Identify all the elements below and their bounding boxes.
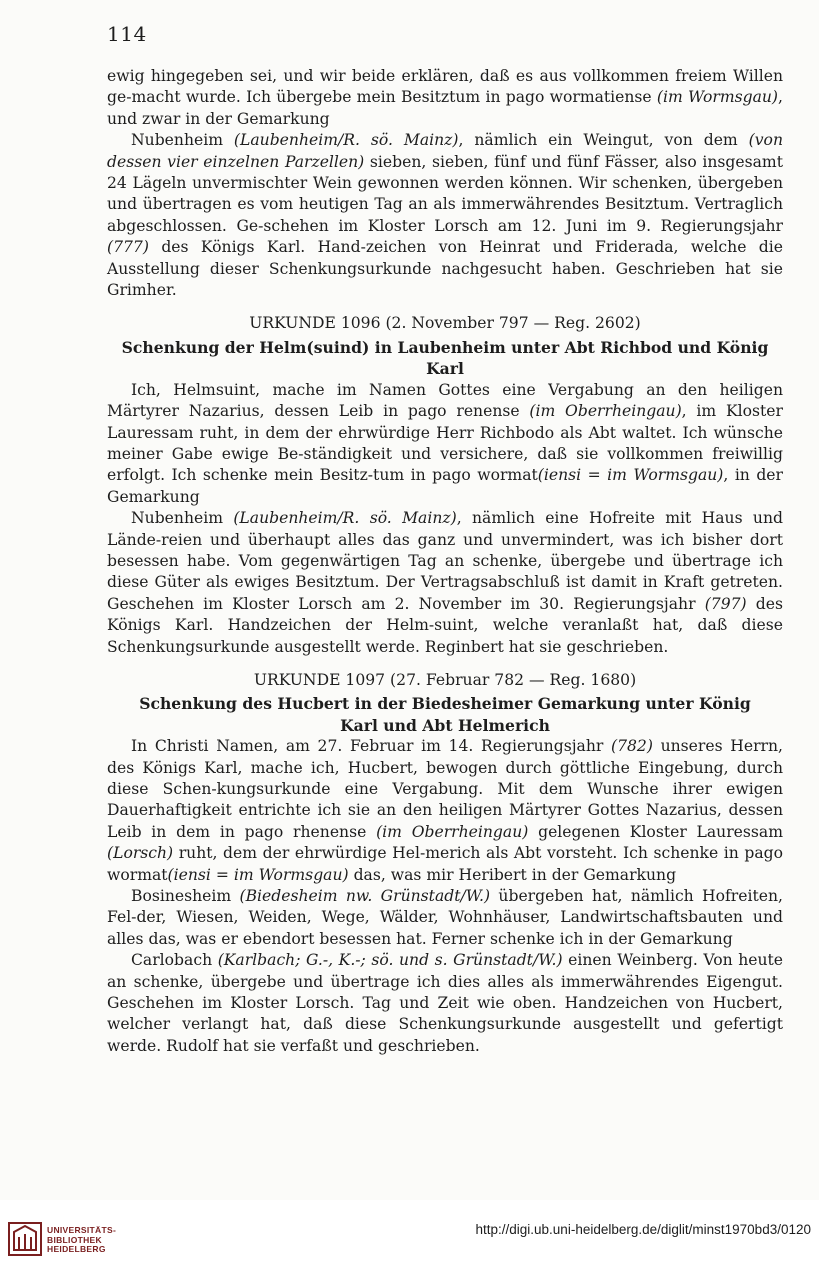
urkunde-1097-title [107, 693, 783, 736]
italic-annotation: (Biedesheim nw. Grünstadt/W.) [239, 887, 491, 906]
italic-annotation: (im Oberrheingau) [529, 402, 682, 421]
urkunde-1097-body [107, 736, 783, 1057]
library-name-line: UNIVERSITÄTS- [47, 1225, 117, 1235]
source-url-link[interactable]: http://digi.ub.uni-heidelberg.de/diglit/minst1970bd3/0120 [475, 1222, 811, 1237]
text-run: einen Weinberg. Von heute an schenke, übergebe und übertrage ich dies alles als immerwährendes Eigengut. Geschehen im Kloster Lorsch. Tag und Zeit wie oben. Handzeichen von Hucbert, welcher verlangt hat, daß diese Schenkungsurkunde ausgestellt und gefertigt werde. Rudolf hat sie verfaßt und geschrieben. [107, 951, 784, 1055]
page-number: 114 [107, 22, 147, 46]
italic-annotation: (iensi = im Wormsgau) [537, 466, 724, 485]
text-run: , im Kloster Lauressam ruht, in dem der ehrwürdige Herr Richbodo als Abt waltet. Ich wünsche meiner Gabe ewige Be-ständigkeit und versichere, daß sie vollkommen freiwillig erfolgt. Ich schenke mein Besitz-tum in pago wormat [107, 402, 783, 485]
text-run: sieben, sieben, fünf und fünf Fässer, also insgesamt 24 Lägeln unvermischter Wein gewonnen werden können. Wir schenken, übergeben und übertragen es vom heutigen Tag an als immerwährendes Besitztum. Vertraglich abgeschlossen. Ge-schehen im Kloster Lorsch am 12. Juni im 9. Regierungsjahr [107, 152, 783, 235]
text-run: des Königs Karl. Handzeichen der Helm-suint, welche veranlaßt hat, daß diese Schenkungsurkunde ausgestellt werde. Reginbert hat sie geschrieben. [107, 594, 783, 656]
title-line: Schenkung des Hucbert in der Biedesheimer Gemarkung unter König [139, 694, 751, 714]
paragraph [107, 380, 783, 508]
library-name-line: HEIDELBERG [47, 1244, 106, 1254]
text-run: übergeben hat, nämlich Hofreiten, Fel-der, Wiesen, Weiden, Wege, Wälder, Wohnhäuser, Landwirtschaftsbauten und alles das, was er ebendort besessen hat. Ferner schenke ich in der Gemarkung [107, 887, 783, 948]
italic-annotation: (Karlbach; G.-, K.-; sö. und s. Grünstadt/W.) [217, 951, 563, 970]
paragraph [107, 66, 783, 130]
urkunde-1096-title [107, 337, 783, 380]
title-line: Schenkung der Helm(suind) in Laubenheim unter Abt Richbod und König Karl [121, 337, 769, 379]
italic-annotation: (777) [107, 238, 149, 257]
text-run: Nubenheim [131, 131, 234, 150]
title-line: Karl und Abt Helmerich [340, 715, 550, 735]
italic-annotation: (782) [611, 737, 653, 756]
italic-annotation: (von dessen vier einzelnen Parzellen) [107, 131, 783, 171]
italic-annotation: (Laubenheim/R. sö. Mainz) [233, 131, 459, 150]
italic-annotation: (im Oberrheingau) [376, 822, 529, 841]
paragraph [107, 508, 783, 658]
footer-bar [0, 1200, 819, 1273]
library-name-line: BIBLIOTHEK [47, 1234, 102, 1245]
italic-annotation: (im Wormsgau) [656, 88, 779, 107]
urkunde-1097-heading: URKUNDE 1097 (27. Februar 782 — Reg. 1680) [253, 670, 637, 689]
text-run: Bosinesheim [131, 887, 240, 906]
text-run: des Königs Karl. Hand-zeichen von Heinrat und Friderada, welche die Ausstellung dieser Schenkungsurkunde nachgesucht haben. Geschrieben hat sie Grimher. [107, 238, 783, 300]
text-body [107, 66, 783, 1057]
text-run: , und zwar in der Gemarkung [107, 88, 783, 128]
italic-annotation: (Lorsch) [107, 844, 174, 863]
university-library-logo-icon [8, 1222, 42, 1256]
text-run: unseres Herrn, des Königs Karl, mache ich, Hucbert, bewogen durch göttliche Eingebung, durch diese Schen-kungsurkunde eine Vergabung. Mit dem Wunsche ihrer ewigen Dauerhaftigkeit entrichte ich sie an den heiligen Märtyrer Gottes Nazarius, dessen Leib in dem in pago rhenense [107, 737, 783, 841]
italic-annotation: (797) [704, 594, 747, 613]
text-run: das, was mir Heribert in der Gemarkung [348, 865, 677, 884]
paragraph [107, 736, 783, 886]
italic-annotation: (Laubenheim/R. sö. Mainz) [233, 509, 457, 528]
text-run: ruht, dem der ehrwürdige Hel-merich als Abt vorsteht. Ich schenke in pago wormat [107, 844, 783, 884]
paragraph [107, 950, 783, 1057]
italic-annotation: (iensi = im Wormsgau) [167, 865, 349, 884]
text-run: In Christi Namen, am 27. Februar im 14. Regierungsjahr [131, 737, 611, 756]
text-run: ewig hingegeben sei, und wir beide erklären, daß es aus vollkommen freiem Willen ge-macht wurde. Ich übergebe mein Besitztum in pago wormatiense [107, 67, 783, 107]
text-run: , nämlich eine Hofreite mit Haus und Lände-reien und überhaupt alles das ganz und unvermindert, was ich bisher dort besessen habe. Vom gegenwärtigen Tag an schenke, übergebe und übertrage ich diese Güter als ewiges Besitztum. Der Vertragsabschluß ist damit in Kraft getreten. Geschehen im Kloster Lorsch am 2. November im 30. Regierungsjahr [107, 509, 783, 613]
intro-section [107, 66, 783, 301]
paragraph [107, 886, 783, 950]
text-run: Nubenheim [131, 509, 234, 528]
text-run: , nämlich ein Weingut, von dem [458, 131, 749, 150]
library-name [47, 1226, 116, 1255]
text-run: Carlobach [131, 951, 218, 970]
text-run: Ich, Helmsuint, mache im Namen Gottes eine Vergabung an den heiligen Märtyrer Nazarius, dessen Leib in pago renense [107, 380, 783, 421]
urkunde-1096-body [107, 380, 783, 658]
text-run: , in der Gemarkung [107, 466, 783, 506]
text-run: gelegenen Kloster Lauressam [528, 822, 783, 841]
urkunde-1096-heading: URKUNDE 1096 (2. November 797 — Reg. 2602) [249, 314, 641, 333]
paragraph [107, 130, 783, 301]
